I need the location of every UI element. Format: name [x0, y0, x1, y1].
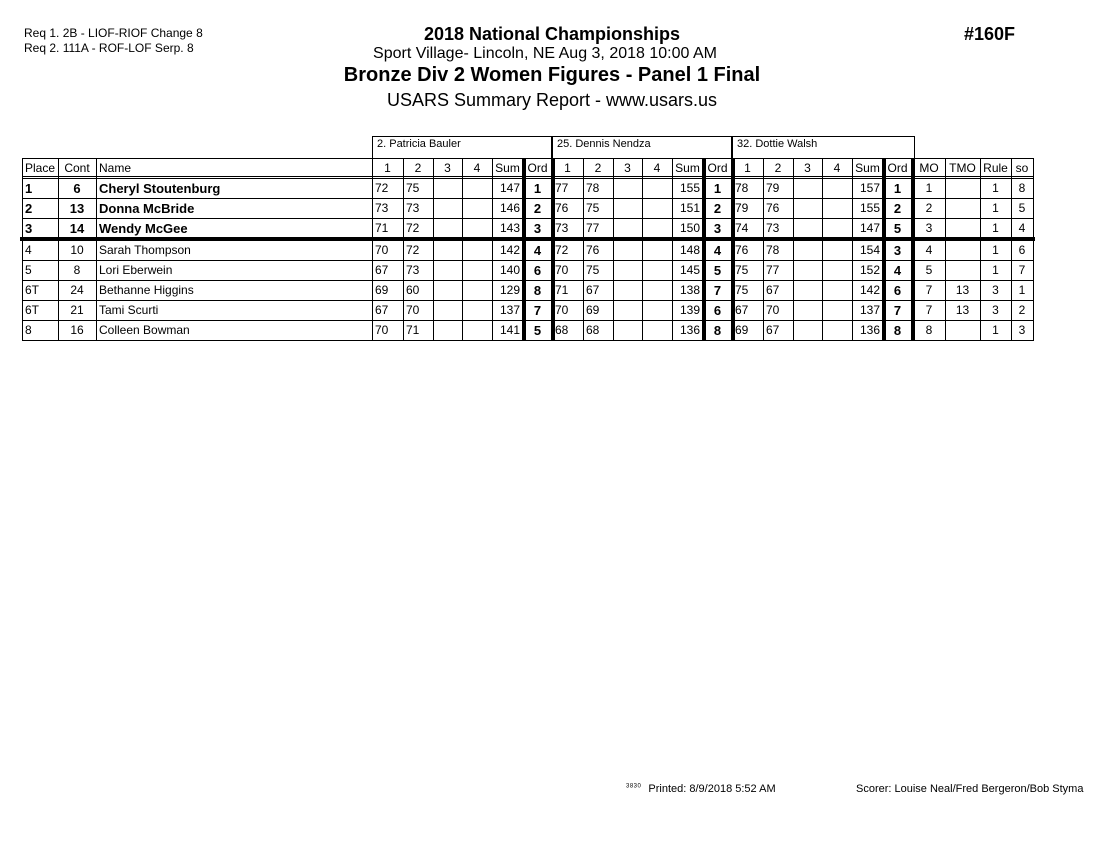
venue-date: Sport Village- Lincoln, NE Aug 3, 2018 10:00 AM [373, 45, 717, 62]
name-cell: Wendy McGee [99, 221, 188, 236]
col-header-j2-2: 3 [624, 161, 631, 175]
event-number: #160F [964, 24, 1016, 44]
ordinal: 7 [533, 303, 542, 318]
score-1: 69 [375, 283, 389, 297]
cont-cell: 24 [70, 283, 84, 297]
score-4 [822, 199, 852, 218]
rule-cell: 1 [992, 181, 999, 195]
place-cell: 8 [25, 323, 32, 337]
score-4 [462, 301, 492, 320]
col-divider [945, 158, 946, 341]
score-2: 78 [766, 243, 780, 257]
col-header-j1-1: 2 [414, 161, 422, 175]
tmo-cell [945, 199, 980, 218]
score-1: 77 [555, 181, 569, 195]
report-code: 3830 [626, 783, 642, 790]
score-1: 79 [735, 201, 749, 215]
place-cell: 1 [25, 181, 33, 196]
score-1: 70 [375, 323, 389, 337]
score-3 [613, 301, 642, 320]
score-4 [462, 261, 492, 280]
score-sum: 146 [499, 201, 520, 215]
col-divider [492, 158, 493, 341]
ordinal: 5 [533, 323, 542, 338]
ord-thick-divider [731, 158, 735, 341]
score-2: 76 [586, 243, 600, 257]
score-2: 60 [406, 283, 420, 297]
score-4 [822, 241, 852, 260]
ordinal: 8 [893, 323, 902, 338]
score-4 [642, 321, 672, 340]
score-sum: 150 [679, 221, 700, 235]
col-divider [793, 158, 794, 341]
score-sum: 139 [679, 303, 700, 317]
score-sum: 142 [859, 283, 880, 297]
score-2: 67 [766, 283, 780, 297]
score-2: 70 [766, 303, 780, 317]
score-4 [462, 179, 492, 198]
col-header-j3-3: 4 [833, 161, 841, 175]
score-2: 71 [406, 323, 420, 337]
score-sum: 145 [679, 263, 700, 277]
col-header-j1-5: Ord [527, 161, 548, 175]
score-4 [642, 179, 672, 198]
score-sum: 140 [499, 263, 520, 277]
score-1: 69 [735, 323, 749, 337]
col-header-j2-0: 1 [564, 161, 571, 175]
col-divider [613, 158, 614, 341]
ordinal: 5 [893, 221, 902, 236]
score-1: 70 [555, 303, 569, 317]
score-4 [822, 321, 852, 340]
score-sum: 129 [499, 283, 520, 297]
col-divider [672, 158, 673, 341]
score-1: 71 [375, 221, 389, 235]
score-2: 69 [586, 303, 600, 317]
col-header-j2-3: 4 [653, 161, 661, 175]
score-sum: 137 [859, 303, 880, 317]
ordinal: 1 [533, 181, 542, 196]
ord-thick-divider [911, 158, 915, 341]
mo-cell: 7 [925, 303, 933, 317]
score-3 [433, 281, 462, 300]
score-1: 71 [555, 283, 569, 297]
mo-cell: 2 [925, 201, 933, 215]
score-1: 73 [375, 201, 389, 215]
col-header-j2-4: Sum [675, 161, 700, 175]
ord-thick-divider [522, 158, 526, 341]
score-3 [433, 321, 462, 340]
ordinal: 7 [893, 303, 902, 318]
name-cell: Tami Scurti [99, 303, 159, 317]
score-3 [433, 199, 462, 218]
ordinal: 1 [713, 181, 722, 196]
printed-info [626, 783, 776, 795]
col-divider [1033, 158, 1034, 341]
name-cell: Sarah Thompson [99, 243, 191, 257]
ordinal: 2 [713, 201, 722, 216]
score-sum: 152 [859, 263, 880, 277]
score-sum: 137 [499, 303, 520, 317]
division-title: Bronze Div 2 Women Figures - Panel 1 Final [343, 64, 761, 86]
col-header-j2-5: Ord [707, 161, 728, 175]
score-sum: 148 [679, 243, 700, 257]
so-cell: 3 [1018, 323, 1026, 337]
score-sum: 157 [859, 181, 880, 195]
so-cell: 2 [1018, 303, 1026, 317]
score-1: 72 [555, 243, 569, 257]
col-header-mo: MO [919, 161, 939, 175]
score-4 [462, 321, 492, 340]
ordinal: 8 [713, 323, 722, 338]
score-4 [642, 241, 672, 260]
score-1: 76 [735, 243, 749, 257]
ord-thick-divider [551, 158, 555, 341]
score-2: 73 [406, 263, 420, 277]
col-header-j1-2: 3 [444, 161, 451, 175]
col-divider [372, 158, 373, 341]
score-4 [822, 261, 852, 280]
mo-cell: 7 [925, 283, 933, 297]
so-cell: 7 [1018, 263, 1026, 277]
col-header-place: Place [25, 161, 56, 175]
ordinal: 5 [713, 263, 722, 278]
score-sum: 136 [859, 323, 880, 337]
score-sum: 155 [679, 181, 700, 195]
score-sum: 154 [859, 243, 880, 257]
printed-timestamp: Printed: 8/9/2018 5:52 AM [648, 783, 776, 795]
score-3 [793, 261, 822, 280]
cont-cell: 13 [69, 201, 85, 216]
rule-cell: 1 [992, 201, 999, 215]
score-3 [793, 301, 822, 320]
cont-cell: 6 [73, 181, 81, 196]
mo-cell: 1 [925, 181, 933, 195]
place-cell: 3 [25, 221, 33, 236]
score-3 [613, 219, 642, 238]
score-3 [433, 301, 462, 320]
col-divider [642, 158, 643, 341]
score-4 [822, 281, 852, 300]
score-3 [613, 281, 642, 300]
name-cell: Colleen Bowman [99, 323, 190, 337]
so-cell: 6 [1018, 243, 1026, 257]
score-4 [822, 301, 852, 320]
ordinal: 4 [893, 263, 902, 278]
mo-cell: 3 [925, 221, 933, 235]
col-header-j3-2: 3 [804, 161, 811, 175]
tmo-cell: 13 [955, 303, 970, 317]
col-divider [980, 158, 981, 341]
col-divider [583, 158, 584, 341]
score-1: 72 [375, 181, 389, 195]
score-2: 75 [586, 263, 600, 277]
score-2: 73 [406, 201, 420, 215]
ordinal: 6 [893, 283, 902, 298]
ordinal: 2 [533, 201, 542, 216]
col-header-j2-1: 2 [594, 161, 602, 175]
col-divider [403, 158, 404, 341]
score-3 [433, 261, 462, 280]
mo-cell: 5 [925, 263, 933, 277]
col-header-tmo: TMO [949, 161, 976, 175]
score-3 [433, 241, 462, 260]
name-cell: Bethanne Higgins [99, 283, 194, 297]
score-3 [613, 261, 642, 280]
tmo-cell [945, 179, 980, 198]
tmo-cell [945, 241, 980, 260]
score-3 [613, 241, 642, 260]
score-sum: 143 [499, 221, 520, 235]
score-3 [433, 219, 462, 238]
score-1: 70 [555, 263, 569, 277]
score-3 [613, 321, 642, 340]
col-divider [822, 158, 823, 341]
cont-cell: 21 [70, 303, 84, 317]
cont-cell: 8 [73, 263, 81, 277]
so-cell: 1 [1018, 283, 1026, 297]
col-divider [96, 158, 97, 341]
judge-header-1: 2. Patricia Bauler [372, 136, 552, 158]
score-1: 68 [555, 323, 569, 337]
ordinal: 2 [893, 201, 902, 216]
rule-cell: 3 [992, 303, 999, 317]
score-3 [613, 199, 642, 218]
score-2: 79 [766, 181, 780, 195]
col-header-name: Name [99, 161, 132, 175]
score-1: 67 [375, 303, 389, 317]
score-4 [642, 281, 672, 300]
score-2: 77 [586, 221, 600, 235]
scorer-info: Scorer: Louise Neal/Fred Bergeron/Bob Styma [856, 783, 1084, 795]
score-4 [822, 179, 852, 198]
score-4 [642, 199, 672, 218]
score-sum: 141 [499, 323, 520, 337]
col-header-j3-4: Sum [855, 161, 880, 175]
col-header-j3-5: Ord [887, 161, 908, 175]
ord-thick-divider [702, 158, 706, 341]
score-4 [822, 219, 852, 238]
col-header-j1-4: Sum [495, 161, 520, 175]
score-1: 74 [735, 221, 749, 235]
score-2: 67 [766, 323, 780, 337]
tmo-cell [945, 321, 980, 340]
score-1: 75 [735, 283, 749, 297]
ordinal: 3 [893, 243, 902, 258]
col-divider [1011, 158, 1012, 341]
score-4 [462, 219, 492, 238]
ordinal: 3 [533, 221, 542, 236]
score-2: 77 [766, 263, 780, 277]
col-divider [22, 158, 23, 341]
cont-cell: 16 [70, 323, 84, 337]
requirement-1: Req 1. 2B - LIOF-RIOF Change 8 [24, 26, 203, 40]
place-cell: 2 [25, 201, 33, 216]
score-2: 70 [406, 303, 420, 317]
score-4 [642, 301, 672, 320]
col-divider [852, 158, 853, 341]
score-4 [462, 241, 492, 260]
judge-header-2: 25. Dennis Nendza [552, 136, 732, 158]
ordinal: 8 [533, 283, 542, 298]
judge-header-3: 32. Dottie Walsh [732, 136, 915, 158]
rule-cell: 1 [992, 323, 999, 337]
score-1: 70 [375, 243, 389, 257]
score-4 [642, 219, 672, 238]
ord-thick-divider [882, 158, 886, 341]
score-2: 76 [766, 201, 780, 215]
col-divider [763, 158, 764, 341]
score-4 [462, 199, 492, 218]
col-divider [433, 158, 434, 341]
col-header-j3-0: 1 [744, 161, 751, 175]
score-2: 68 [586, 323, 600, 337]
so-cell: 5 [1018, 201, 1026, 215]
score-2: 78 [586, 181, 600, 195]
score-2: 75 [586, 201, 600, 215]
score-1: 78 [735, 181, 749, 195]
col-header-j1-0: 1 [384, 161, 391, 175]
score-1: 67 [375, 263, 389, 277]
col-header-rule: Rule [983, 161, 1008, 175]
col-divider [58, 158, 59, 341]
score-3 [793, 321, 822, 340]
rule-cell: 1 [992, 263, 999, 277]
rule-cell: 3 [992, 283, 999, 297]
score-4 [462, 281, 492, 300]
col-header-j3-1: 2 [774, 161, 782, 175]
col-header-so: so [1015, 161, 1029, 175]
name-cell: Lori Eberwein [99, 263, 173, 277]
score-sum: 151 [679, 201, 700, 215]
mo-cell: 8 [925, 323, 933, 337]
col-header-cont: Cont [64, 161, 90, 175]
rule-cell: 1 [992, 243, 999, 257]
so-cell: 4 [1018, 221, 1026, 235]
score-sum: 155 [859, 201, 880, 215]
score-3 [793, 281, 822, 300]
score-4 [642, 261, 672, 280]
ordinal: 4 [713, 243, 722, 258]
so-cell: 8 [1018, 181, 1026, 195]
score-3 [433, 179, 462, 198]
score-2: 67 [586, 283, 600, 297]
tmo-cell: 13 [955, 283, 970, 297]
tmo-cell [945, 261, 980, 280]
score-sum: 142 [499, 243, 520, 257]
score-2: 73 [766, 221, 780, 235]
report-title: USARS Summary Report - www.usars.us [386, 90, 718, 110]
score-1: 73 [555, 221, 569, 235]
place-cell: 6T [25, 303, 40, 317]
score-2: 72 [406, 243, 420, 257]
place-cell: 5 [25, 263, 32, 277]
col-header-j1-3: 4 [473, 161, 481, 175]
ordinal: 1 [893, 181, 902, 196]
ordinal: 7 [713, 283, 722, 298]
score-3 [793, 199, 822, 218]
score-sum: 147 [499, 181, 520, 195]
ordinal: 6 [713, 303, 722, 318]
score-sum: 147 [859, 221, 880, 235]
col-divider [462, 158, 463, 341]
place-cell: 6T [25, 283, 40, 297]
score-1: 76 [555, 201, 569, 215]
score-sum: 136 [679, 323, 700, 337]
ordinal: 4 [533, 243, 542, 258]
place-cell: 4 [25, 243, 32, 257]
score-2: 72 [406, 221, 420, 235]
cont-cell: 10 [70, 243, 84, 257]
cont-cell: 14 [69, 221, 85, 236]
score-3 [613, 179, 642, 198]
tmo-cell [945, 219, 980, 238]
score-3 [793, 219, 822, 238]
rule-cell: 1 [992, 221, 999, 235]
score-sum: 138 [679, 283, 700, 297]
score-2: 75 [406, 181, 420, 195]
name-cell: Cheryl Stoutenburg [99, 181, 221, 196]
score-3 [793, 179, 822, 198]
ordinal: 3 [713, 221, 722, 236]
name-cell: Donna McBride [99, 201, 195, 216]
score-1: 75 [735, 263, 749, 277]
ordinal: 6 [533, 263, 542, 278]
score-3 [793, 241, 822, 260]
score-1: 67 [735, 303, 749, 317]
mo-cell: 4 [925, 243, 933, 257]
requirement-2: Req 2. 111A - ROF-LOF Serp. 8 [24, 41, 194, 55]
event-title: 2018 National Championships [423, 24, 681, 44]
